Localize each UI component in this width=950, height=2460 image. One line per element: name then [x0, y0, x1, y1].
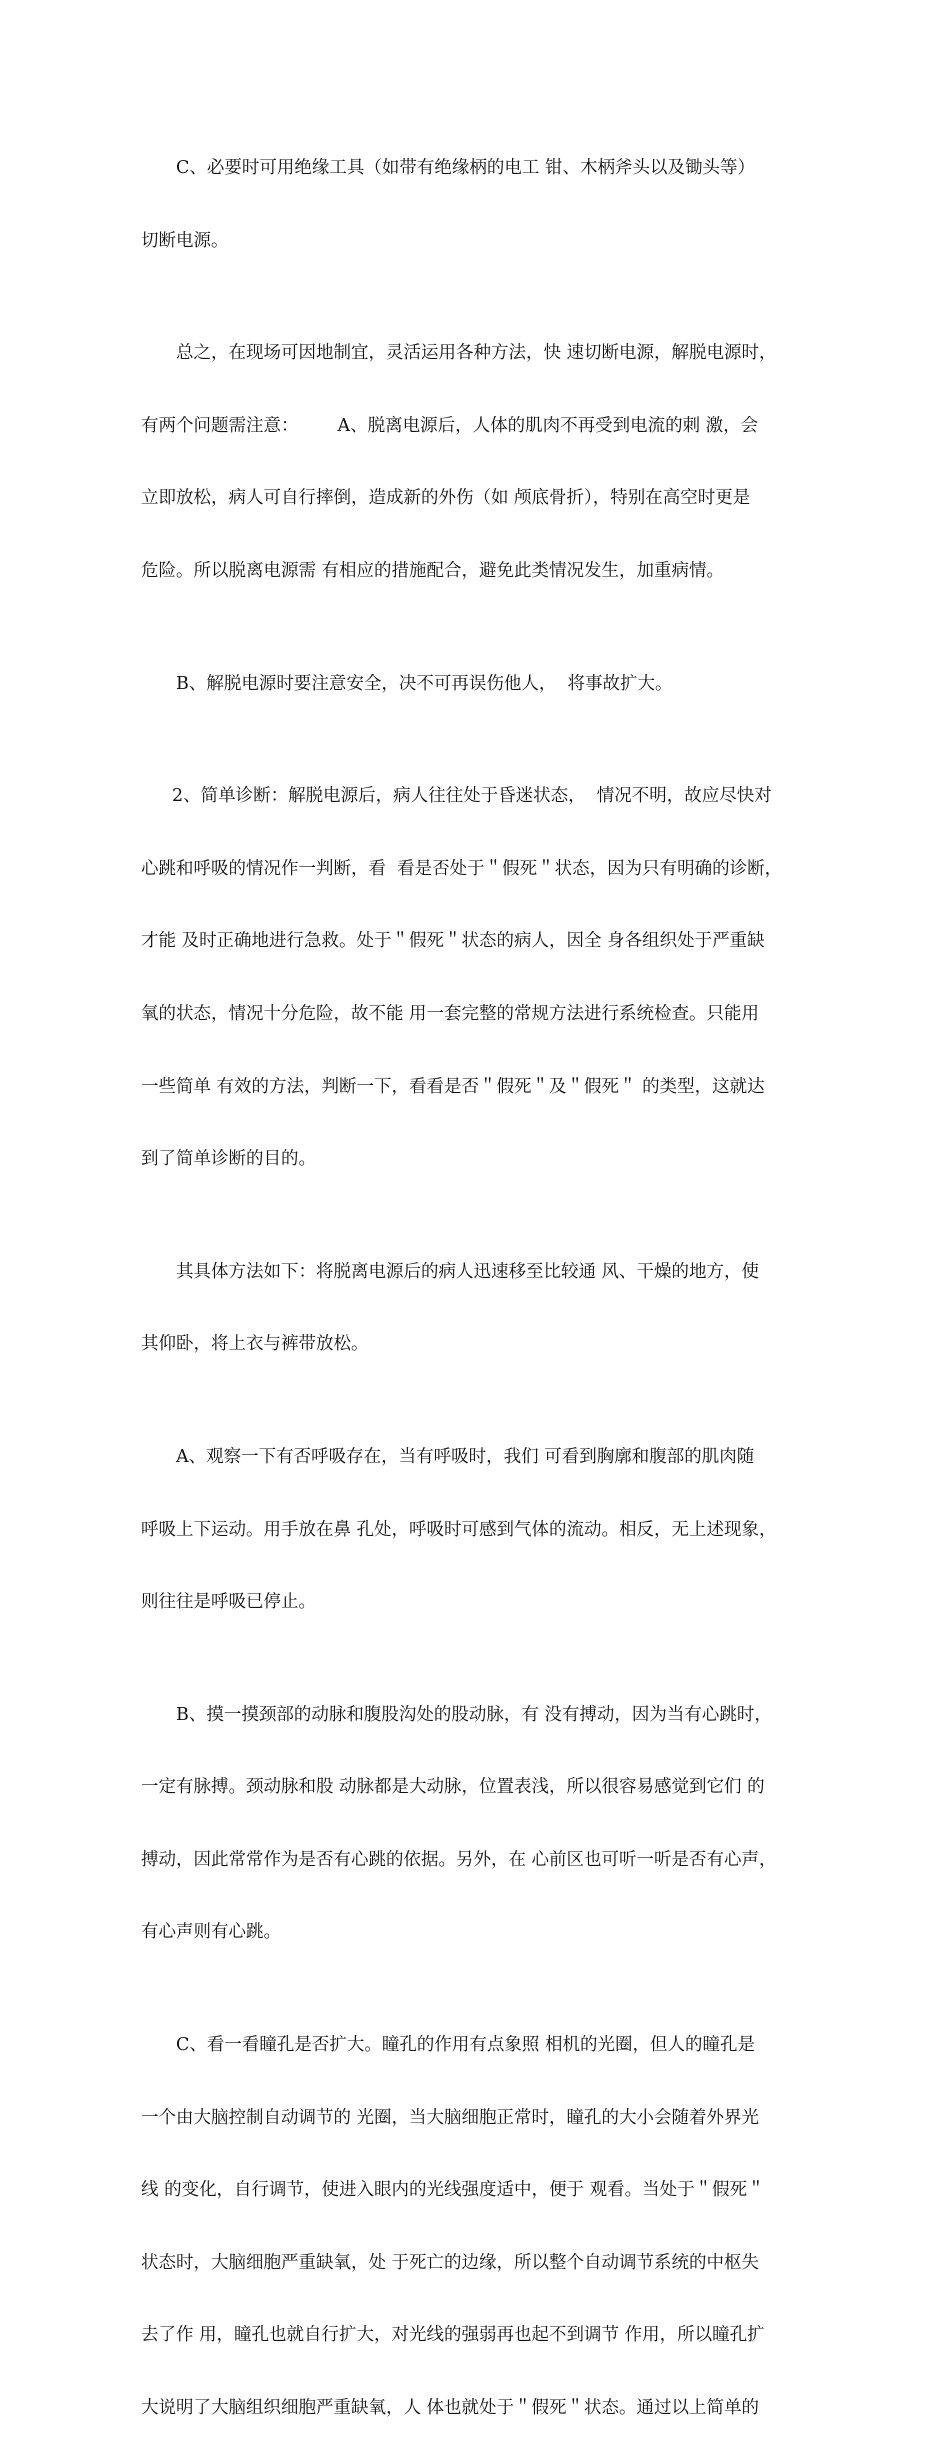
- text-line: 总之，在现场可因地制宜，灵活运用各种方法，快 速切断电源，解脱电源时，: [176, 343, 777, 364]
- text-line: C、看一看瞳孔是否扩大。瞳孔的作用有点象照 相机的光圈，但人的瞳孔是: [176, 2035, 755, 2056]
- text-line: 才能 及时正确地进行急救。处于＂假死＂状态的病人，因全 身各组织处于严重缺: [141, 931, 765, 952]
- text-line: 危险。所以脱离电源需 有相应的措施配合，避免此类情况发生，加重病情。: [141, 560, 725, 581]
- paragraph-c-insulating-tools: [141, 112, 821, 297]
- text-line: 呼吸上下运动。用手放在鼻 孔处，呼吸时可感到气体的流动。相反，无上述现象，: [141, 1519, 777, 1540]
- text-line: 状态时，大脑细胞严重缺氧，处 于死亡的边缘，所以整个自动调节系统的中枢失: [141, 2252, 760, 2273]
- text-line: 一个由大脑控制自动调节的 光圈，当大脑细胞正常时，瞳孔的大小会随着外界光: [141, 2107, 760, 2128]
- paragraph-b-pulse: [141, 1659, 821, 1989]
- text-line: 搏动，因此常常作为是否有心跳的依据。另外，在 心前区也可听一听是否有心声，: [141, 1849, 777, 1870]
- text-line: 立即放松，病人可自行摔倒，造成新的外伤（如 颅底骨折），特别在高空时更是: [141, 488, 751, 509]
- document-body: [141, 112, 821, 2460]
- text-line: 其具体方法如下：将脱离电源后的病人迅速移至比较通 风、干燥的地方，使: [176, 1261, 760, 1282]
- text-line: B、摸一摸颈部的动脉和腹股沟处的股动脉，有 没有搏动，因为当有心跳时，: [176, 1704, 772, 1725]
- paragraph-c-pupil: [141, 1989, 821, 2460]
- paragraph-b-safety: [141, 628, 821, 741]
- text-line: 切断电源。: [141, 230, 229, 251]
- text-line: C、必要时可用绝缘工具（如带有绝缘柄的电工 钳、木柄斧头以及锄头等）: [176, 158, 755, 178]
- paragraph-specific-method: [141, 1216, 821, 1401]
- text-line: 去了作 用，瞳孔也就自行扩大，对光线的强弱再也起不到调节 作用，所以瞳孔扩: [141, 2325, 765, 2346]
- text-line: 其仰卧，将上衣与裤带放松。: [141, 1334, 369, 1355]
- text-line: 氧的状态，情况十分危险，故不能 用一套完整的常规方法进行系统检查。只能用: [141, 1003, 760, 1024]
- text-line: 则往往是呼吸已停止。: [141, 1592, 316, 1613]
- text-line: 有两个问题需注意： A、脱离电源后，人体的肌肉不再受到电流的刺 激，会: [141, 415, 759, 436]
- text-line: 到了简单诊断的目的。: [141, 1149, 316, 1170]
- text-line: 有心声则有心跳。: [141, 1922, 281, 1943]
- text-line: 一定有脉搏。颈动脉和股 动脉都是大动脉，位置表浅，所以很容易感觉到它们 的: [141, 1777, 765, 1798]
- text-line: A、观察一下有否呼吸存在，当有呼吸时，我们 可看到胸廓和腹部的肌肉随: [176, 1446, 755, 1467]
- text-line: 一些简单 有效的方法，判断一下，看看是否＂假死＂及＂假死＂ 的类型，这就达: [141, 1076, 765, 1097]
- text-line: 2、简单诊断：解脱电源后，病人往往处于昏迷状态， 情况不明，故应尽快对: [172, 786, 772, 807]
- paragraph-a-breathing: [141, 1401, 821, 1659]
- text-line: B、解脱电源时要注意安全，决不可再误伤他人， 将事故扩大。: [176, 673, 673, 694]
- paragraph-simple-diagnosis: [141, 740, 821, 1216]
- text-line: 大说明了大脑组织细胞严重缺氧，人 体也就处于＂假死＂状态。通过以上简单的: [141, 2398, 760, 2419]
- text-line: 线 的变化，自行调节，使进入眼内的光线强度适中，便于 观看。当处于＂假死＂: [141, 2180, 765, 2201]
- text-line: 心跳和呼吸的情况作一判断，看 看是否处于＂假死＂状态，因为只有明确的诊断，: [141, 858, 783, 879]
- paragraph-summary: [141, 297, 821, 627]
